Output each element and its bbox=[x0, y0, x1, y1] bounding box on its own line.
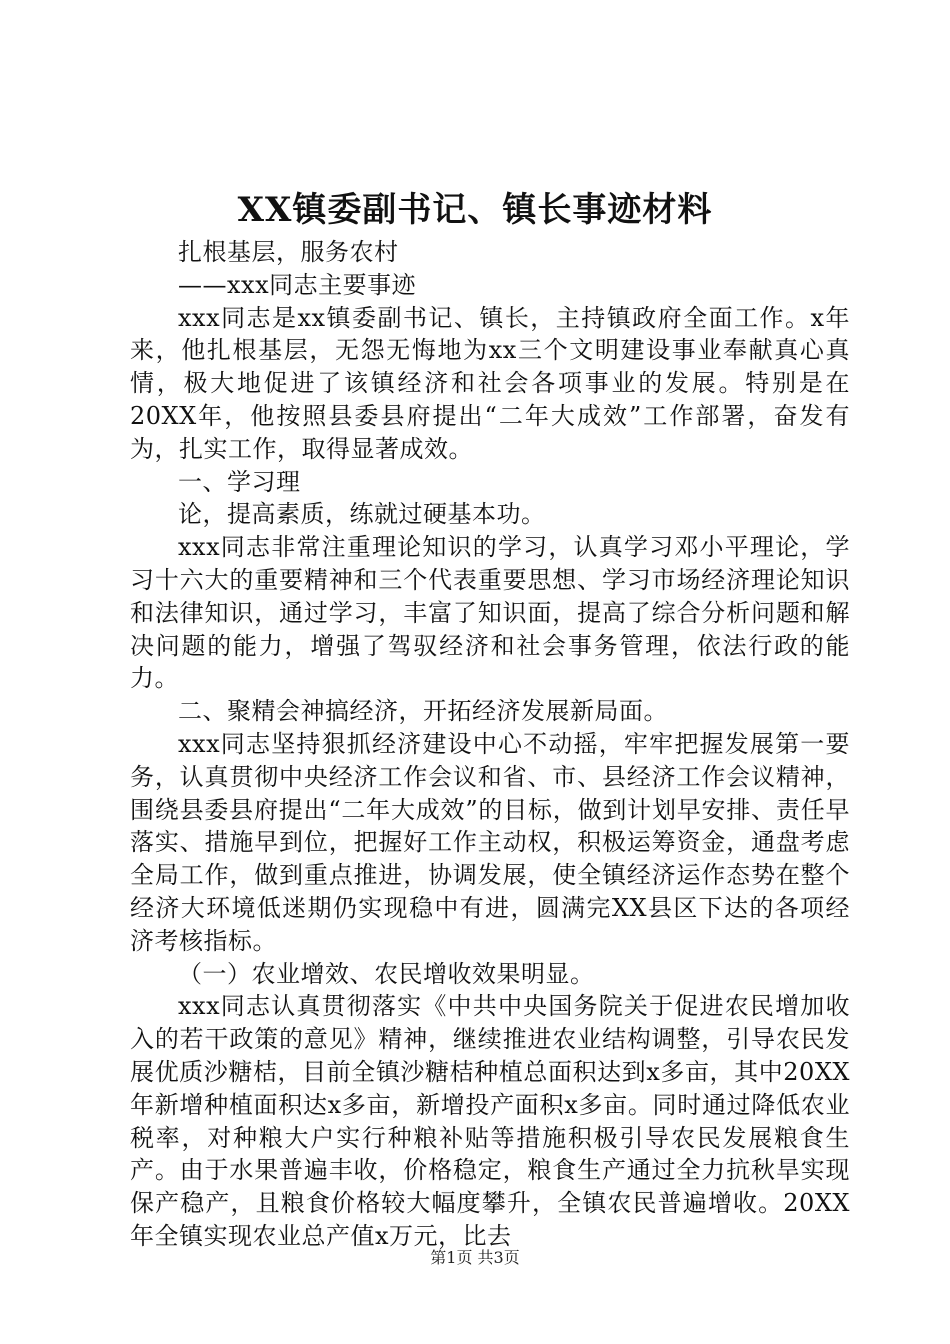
paragraph-intro: xxx同志是xx镇委副书记、镇长，主持镇政府全面工作。x年来，他扎根基层，无怨无悔地为xx三个文明建设事业奉献真心真情，极大地促进了该镇经济和社会各项事业的发展。特别是在20XX年，他按照县委县府提出“二年大成效”工作部署，奋发有为，扎实工作，取得显著成效。 bbox=[130, 303, 850, 463]
section-heading-2: 二、聚精会神搞经济，开拓经济发展新局面。 bbox=[178, 697, 668, 726]
page-title: XX镇委副书记、镇长事迹材料 bbox=[237, 190, 713, 230]
document-body bbox=[130, 236, 850, 1253]
section-heading-1a: 一、学习理 bbox=[178, 467, 301, 496]
paragraph-agriculture: xxx同志认真贯彻落实《中共中央国务院关于促进农民增加收入的若干政策的意见》精神，继续推进农业结构调整，引导农民发展优质沙糖桔，目前全镇沙糖桔种植总面积达到x多亩，其中20XX年新增种植面积达x多亩，新增投产面积x多亩。同时通过降低农业税率，对种粮大户实行种粮补贴等措施积极引导农民发展粮食生产。由于水果普遍丰收，价格稳定，粮食生产通过全力抗秋旱实现保产稳产，且粮食价格较大幅度攀升，全镇农民普遍增收。20XX年全镇实现农业总产值x万元，比去 bbox=[130, 992, 850, 1250]
section-heading-1b: 论，提高素质，练就过硬基本功。 bbox=[178, 500, 546, 529]
subtitle: 扎根基层，服务农村 bbox=[178, 238, 399, 266]
subsection-heading-1: （一）农业增效、农民增收效果明显。 bbox=[178, 959, 595, 988]
page-number: 第1页 共3页 bbox=[430, 1248, 520, 1267]
paragraph-economy: xxx同志坚持狠抓经济建设中心不动摇，牢牢把握发展第一要务，认真贯彻中央经济工作会议和省、市、县经济工作会议精神，围绕县委县府提出“二年大成效”的目标，做到计划早安排、责任早落实、措施早到位，把握好工作主动权，积极运筹资金，通盘考虑全局工作，做到重点推进，协调发展，使全镇经济运作态势在整个经济大环境低迷期仍实现稳中有进，圆满完XX县区下达的各项经济考核指标。 bbox=[130, 729, 850, 955]
subtitle-byline: ——xxx同志主要事迹 bbox=[178, 270, 417, 299]
paragraph-study: xxx同志非常注重理论知识的学习，认真学习邓小平理论，学习十六大的重要精神和三个代表重要思想、学习市场经济理论知识和法律知识，通过学习，丰富了知识面，提高了综合分析问题和解决问题的能力，增强了驾驭经济和社会事务管理，依法行政的能力。 bbox=[130, 533, 850, 693]
